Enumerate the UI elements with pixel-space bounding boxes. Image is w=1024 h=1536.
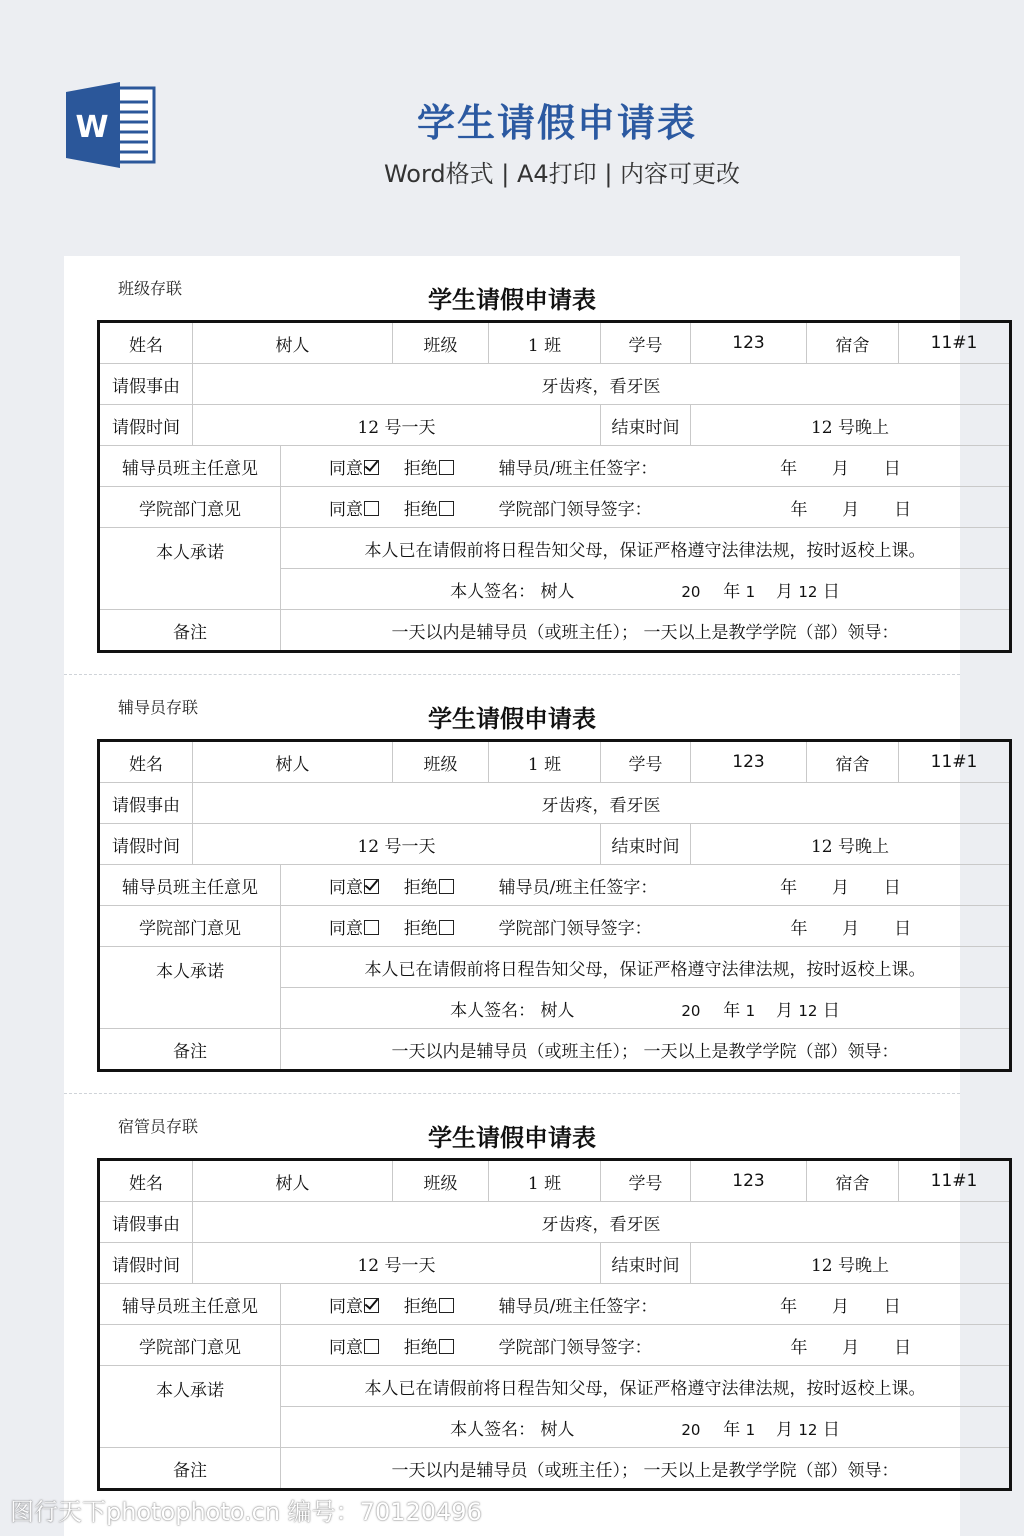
page-subtitle: Word格式 | A4打印 | 内容可更改 [383,160,741,188]
word-logo-letter: W [75,110,109,145]
year-label: 年 [790,1337,808,1358]
refuse-label: 拒绝 [403,877,438,898]
refuse-label: 拒绝 [403,458,438,479]
signature-label: 本人签名： [450,1419,536,1440]
agree-label: 同意 [329,877,363,898]
day-label: 日 [883,877,901,898]
dept-sign-label: 学院部门领导签字： [498,499,652,520]
agree-checkbox[interactable] [364,879,379,894]
note-text: 一天以内是辅导员（或班主任）； 一天以上是教学学院（部）领导： [281,1029,1011,1071]
refuse-checkbox[interactable] [439,920,454,935]
signature-cell [281,988,1011,1029]
copy-label: 宿管员存联 [118,1117,199,1136]
form-title: 学生请假申请表 [428,1124,596,1152]
advisor-opinion-label: 辅导员班主任意见 [99,1284,281,1325]
agree-checkbox[interactable] [364,460,379,475]
sign-month-value[interactable]: 1 [745,1001,756,1020]
leave-table [97,1158,1012,1491]
note-text: 一天以内是辅导员（或班主任）； 一天以上是教学学院（部）领导： [281,610,1011,652]
student-id-label: 学号 [601,322,691,364]
dept-sign-label: 学院部门领导签字： [498,918,652,939]
form-title: 学生请假申请表 [428,705,596,733]
name-label: 姓名 [99,1160,193,1202]
reason-label: 请假事由 [99,1202,193,1243]
watermark: 图行天下photophoto.cn 编号：70120496 [10,1498,482,1526]
advisor-sign-label: 辅导员/班主任签字： [498,1296,658,1317]
agree-checkbox[interactable] [364,1339,379,1354]
agree-label: 同意 [329,1337,363,1358]
dept-opinion-cell [281,906,1011,947]
leave-form-dorm-copy [64,1093,978,1512]
dorm-label: 宿舍 [807,1160,899,1202]
signature-cell [281,569,1011,610]
refuse-label: 拒绝 [403,499,438,520]
agree-checkbox[interactable] [364,1298,379,1313]
promise-label: 本人承诺 [99,1366,281,1448]
note-label: 备注 [99,1029,281,1071]
sign-month-value[interactable]: 1 [745,1420,756,1439]
name-value[interactable]: 树人 [193,741,393,783]
year-label: 年 [790,918,808,939]
class-value[interactable]: 1 班 [489,741,601,783]
class-value[interactable]: 1 班 [489,322,601,364]
class-label: 班级 [393,322,489,364]
advisor-opinion-label: 辅导员班主任意见 [99,865,281,906]
refuse-label: 拒绝 [403,1337,438,1358]
note-label: 备注 [99,610,281,652]
end-time-label: 结束时间 [601,824,691,865]
dept-sign-label: 学院部门领导签字： [498,1337,652,1358]
month-label: 月 [775,581,793,602]
class-value[interactable]: 1 班 [489,1160,601,1202]
advisor-opinion-label: 辅导员班主任意见 [99,446,281,487]
month-label: 月 [831,877,849,898]
signature-label: 本人签名： [450,581,536,602]
day-label: 日 [822,1419,840,1440]
promise-label: 本人承诺 [99,528,281,610]
month-label: 月 [775,1419,793,1440]
signature-name[interactable]: 树人 [540,1419,575,1440]
year-label: 年 [780,877,798,898]
leave-form-class-copy [64,256,978,674]
sign-day-value[interactable]: 12 [798,582,818,601]
dorm-label: 宿舍 [807,322,899,364]
dorm-value[interactable]: 11#1 [899,1160,1011,1202]
refuse-checkbox[interactable] [439,1298,454,1313]
agree-checkbox[interactable] [364,501,379,516]
year-label: 年 [780,458,798,479]
agree-label: 同意 [329,918,363,939]
end-time-value[interactable]: 12 号晚上 [691,824,1011,865]
agree-label: 同意 [329,1296,363,1317]
reason-value[interactable]: 牙齿疼，看牙医 [193,1202,1011,1243]
agree-label: 同意 [329,499,363,520]
dept-opinion-label: 学院部门意见 [99,1325,281,1366]
month-label: 月 [842,499,860,520]
year-label: 年 [780,1296,798,1317]
year-label: 年 [723,581,741,602]
year-label: 年 [723,1000,741,1021]
day-label: 日 [894,1337,912,1358]
day-label: 日 [822,1000,840,1021]
end-time-value[interactable]: 12 号晚上 [691,405,1011,446]
end-time-label: 结束时间 [601,1243,691,1284]
leave-form-advisor-copy [64,674,978,1093]
refuse-checkbox[interactable] [439,1339,454,1354]
dorm-value[interactable]: 11#1 [899,322,1011,364]
month-label: 月 [831,458,849,479]
leave-time-label: 请假时间 [99,824,193,865]
leave-time-label: 请假时间 [99,405,193,446]
promise-text: 本人已在请假前将日程告知父母，保证严格遵守法律法规，按时返校上课。 [281,947,1011,988]
leave-time-value[interactable]: 12 号一天 [193,824,601,865]
end-time-value[interactable]: 12 号晚上 [691,1243,1011,1284]
copy-label: 辅导员存联 [118,698,199,717]
month-label: 月 [842,1337,860,1358]
sign-year-value[interactable]: 20 [681,582,701,601]
day-label: 日 [822,581,840,602]
note-text: 一天以内是辅导员（或班主任）； 一天以上是教学学院（部）领导： [281,1448,1011,1490]
refuse-label: 拒绝 [403,918,438,939]
name-label: 姓名 [99,322,193,364]
month-label: 月 [831,1296,849,1317]
end-time-label: 结束时间 [601,405,691,446]
advisor-sign-label: 辅导员/班主任签字： [498,877,658,898]
dept-opinion-cell [281,487,1011,528]
refuse-label: 拒绝 [403,1296,438,1317]
agree-checkbox[interactable] [364,920,379,935]
student-id-label: 学号 [601,1160,691,1202]
student-id-value[interactable]: 123 [691,741,807,783]
reason-value[interactable]: 牙齿疼，看牙医 [193,783,1011,824]
dept-opinion-label: 学院部门意见 [99,487,281,528]
day-label: 日 [894,499,912,520]
year-label: 年 [723,1419,741,1440]
page-header [0,0,1024,240]
document-page [64,256,978,1536]
name-value[interactable]: 树人 [193,1160,393,1202]
dorm-label: 宿舍 [807,741,899,783]
advisor-opinion-cell [281,1284,1011,1325]
promise-text: 本人已在请假前将日程告知父母，保证严格遵守法律法规，按时返校上课。 [281,1366,1011,1407]
name-label: 姓名 [99,741,193,783]
refuse-checkbox[interactable] [439,460,454,475]
refuse-checkbox[interactable] [439,501,454,516]
agree-label: 同意 [329,458,363,479]
year-label: 年 [790,499,808,520]
day-label: 日 [894,918,912,939]
sign-day-value[interactable]: 12 [798,1420,818,1439]
dept-opinion-cell [281,1325,1011,1366]
student-id-value[interactable]: 123 [691,1160,807,1202]
month-label: 月 [775,1000,793,1021]
sign-day-value[interactable]: 12 [798,1001,818,1020]
student-id-label: 学号 [601,741,691,783]
promise-label: 本人承诺 [99,947,281,1029]
signature-label: 本人签名： [450,1000,536,1021]
advisor-opinion-cell [281,446,1011,487]
signature-name[interactable]: 树人 [540,581,575,602]
class-label: 班级 [393,741,489,783]
signature-cell [281,1407,1011,1448]
month-label: 月 [842,918,860,939]
reason-label: 请假事由 [99,364,193,405]
student-id-value[interactable]: 123 [691,322,807,364]
page-title: 学生请假申请表 [416,101,697,145]
copy-label: 班级存联 [118,279,183,298]
advisor-opinion-cell [281,865,1011,906]
leave-time-value[interactable]: 12 号一天 [193,405,601,446]
sign-year-value[interactable]: 20 [681,1420,701,1439]
form-title: 学生请假申请表 [428,286,596,314]
sign-month-value[interactable]: 1 [745,582,756,601]
sign-year-value[interactable]: 20 [681,1001,701,1020]
leave-time-label: 请假时间 [99,1243,193,1284]
note-label: 备注 [99,1448,281,1490]
leave-table [97,320,1012,653]
dept-opinion-label: 学院部门意见 [99,906,281,947]
leave-table [97,739,1012,1072]
reason-value[interactable]: 牙齿疼，看牙医 [193,364,1011,405]
reason-label: 请假事由 [99,783,193,824]
advisor-sign-label: 辅导员/班主任签字： [498,458,658,479]
leave-time-value[interactable]: 12 号一天 [193,1243,601,1284]
dorm-value[interactable]: 11#1 [899,741,1011,783]
day-label: 日 [883,458,901,479]
refuse-checkbox[interactable] [439,879,454,894]
signature-name[interactable]: 树人 [540,1000,575,1021]
day-label: 日 [883,1296,901,1317]
class-label: 班级 [393,1160,489,1202]
name-value[interactable]: 树人 [193,322,393,364]
promise-text: 本人已在请假前将日程告知父母，保证严格遵守法律法规，按时返校上课。 [281,528,1011,569]
